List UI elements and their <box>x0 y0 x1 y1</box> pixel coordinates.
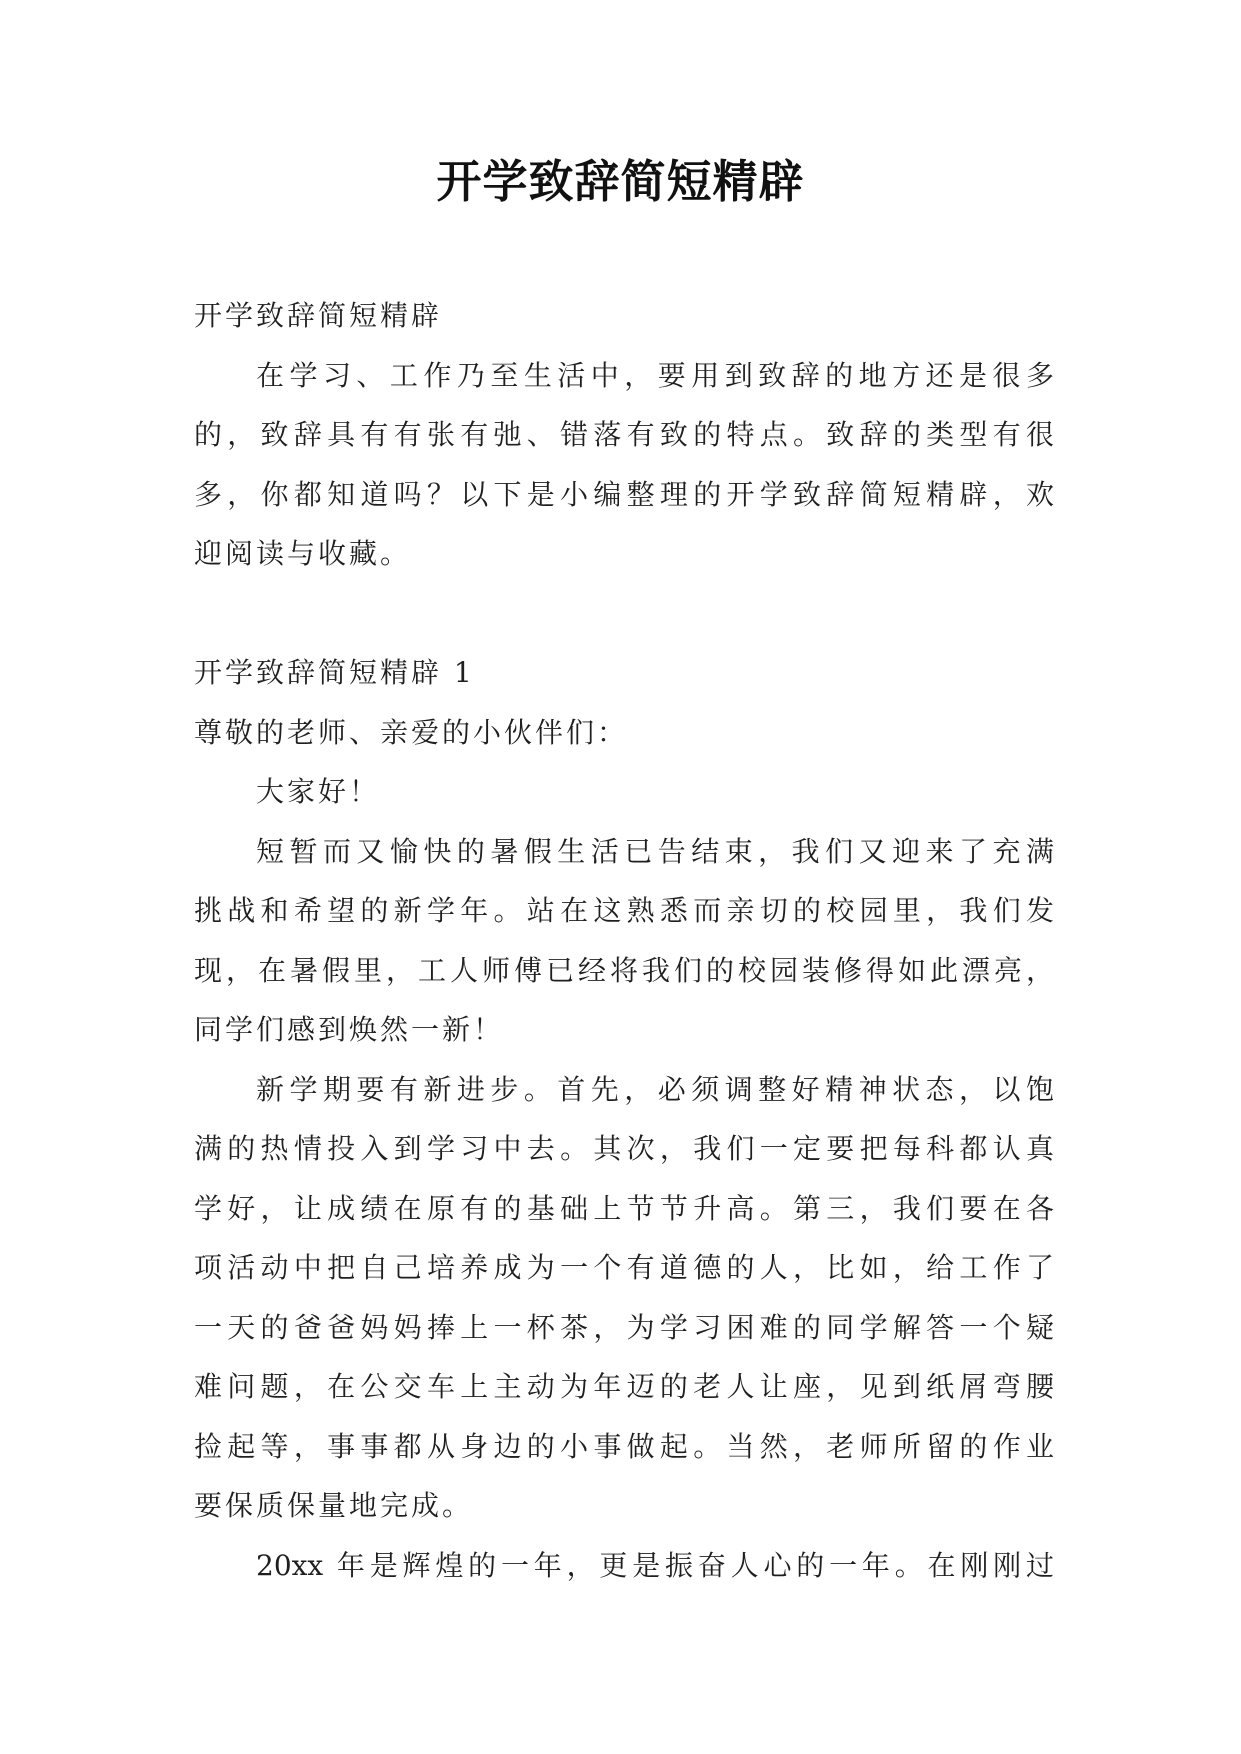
article-heading: 开学致辞简短精辟 <box>194 299 443 332</box>
paragraph-line: 捡起等，事事都从身边的小事做起。当然，老师所留的作业 <box>194 1429 1054 1463</box>
paragraph-line: 一天的爸爸妈妈捧上一杯茶，为学习困难的同学解答一个疑 <box>194 1310 1054 1344</box>
paragraph-line: 现，在暑假里，工人师傅已经将我们的校园装修得如此漂亮， <box>194 953 1054 987</box>
intro-line: 在学习、工作乃至生活中，要用到致辞的地方还是很多 <box>256 358 1054 392</box>
salutation: 尊敬的老师、亲爱的小伙伴们： <box>194 715 629 749</box>
intro-line: 的，致辞具有有张有弛、错落有致的特点。致辞的类型有很 <box>194 418 1054 451</box>
document-body <box>194 286 1054 1595</box>
paragraph-gap <box>194 584 1054 644</box>
paragraph-line: 要保质保量地完成。 <box>194 1489 474 1522</box>
paragraph-line: 短暂而又愉快的暑假生活已告结束，我们又迎来了充满 <box>256 834 1054 868</box>
intro-line: 多，你都知道吗？以下是小编整理的开学致辞简短精辟，欢 <box>194 477 1054 511</box>
paragraph-line: 新学期要有新进步。首先，必须调整好精神状态，以饱 <box>256 1072 1054 1106</box>
paragraph-line: 20xx 年是辉煌的一年，更是振奋人心的一年。在刚刚过 <box>256 1548 1054 1582</box>
section-heading: 开学致辞简短精辟 1 <box>194 656 475 689</box>
paragraph-line: 满的热情投入到学习中去。其次，我们一定要把每科都认真 <box>194 1132 1054 1165</box>
paragraph-line: 挑战和希望的新学年。站在这熟悉而亲切的校园里，我们发 <box>194 894 1054 927</box>
paragraph-line: 学好，让成绩在原有的基础上节节升高。第三，我们要在各 <box>194 1191 1054 1225</box>
paragraph-line: 项活动中把自己培养成为一个有道德的人，比如，给工作了 <box>194 1251 1054 1284</box>
document-title: 开学致辞简短精辟 <box>436 155 805 208</box>
intro-line: 迎阅读与收藏。 <box>194 537 412 570</box>
paragraph-line: 难问题，在公交车上主动为年迈的老人让座，见到纸屑弯腰 <box>194 1370 1054 1403</box>
paragraph-line: 同学们感到焕然一新！ <box>194 1013 505 1046</box>
greeting: 大家好！ <box>256 775 381 808</box>
